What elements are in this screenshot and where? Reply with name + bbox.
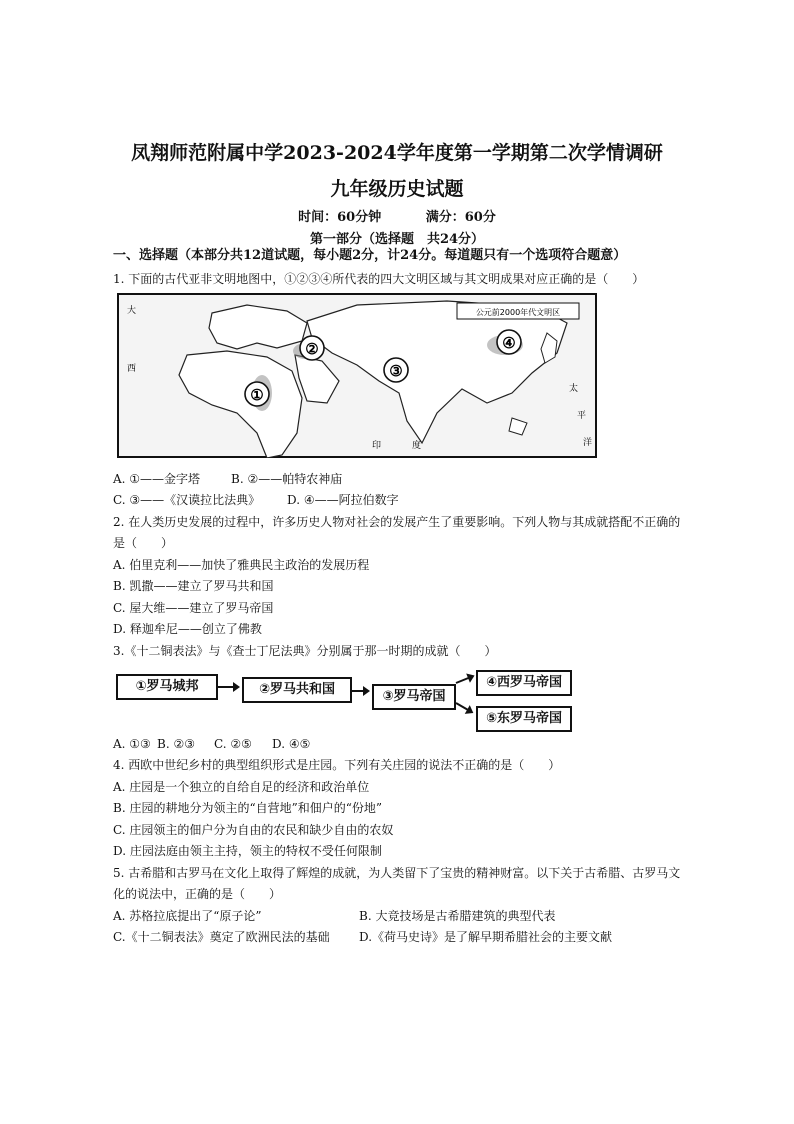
q2-option-a[interactable]: A. 伯里克利——加快了雅典民主政治的发展历程 <box>113 558 370 572</box>
q2-option-b[interactable]: B. 凯撒——建立了罗马共和国 <box>113 579 274 593</box>
q1-options-row1 <box>113 471 342 487</box>
map-label-du: 度 <box>412 441 422 451</box>
marker-3: ③ <box>389 362 403 380</box>
map-label-tai: 太 <box>569 384 579 394</box>
q5-option-a[interactable]: A. 苏格拉底提出了“原子论” <box>113 909 262 923</box>
map-label-xi: 西 <box>127 364 137 374</box>
q1-option-a[interactable]: A. ①——金字塔 <box>113 472 201 486</box>
exam-title: 九年级历史试题 <box>330 178 464 200</box>
q1-options-row2 <box>113 492 399 508</box>
flow-box-4: ④西罗马帝国 <box>476 670 572 696</box>
part-heading: 第一部分（选择题 共24分） <box>309 232 485 247</box>
flow-arrow-4 <box>456 702 473 713</box>
q4-stem: 4. 西欧中世纪乡村的典型组织形式是庄园。下列有关庄园的说法不正确的是（ ） <box>113 758 561 772</box>
q4-option-a[interactable]: A. 庄园是一个独立的自给自足的经济和政治单位 <box>113 780 370 794</box>
q5-option-b[interactable]: B. 大竞技场是古希腊建筑的典型代表 <box>359 909 556 923</box>
flow-arrow-3 <box>456 675 473 684</box>
q1-option-c[interactable]: C. ③——《汉谟拉比法典》 <box>113 493 261 507</box>
q4-option-d[interactable]: D. 庄园法庭由领主主持，领主的特权不受任何限制 <box>113 844 382 858</box>
q3-option-b[interactable]: B. ②③ <box>157 737 195 751</box>
flow-arrow-1 <box>218 686 238 688</box>
q4-option-c[interactable]: C. 庄园领主的佃户分为自由的农民和缺少自由的农奴 <box>113 823 394 837</box>
flow-box-2: ②罗马共和国 <box>242 677 352 703</box>
flow-box-3: ③罗马帝国 <box>372 684 456 710</box>
map-label-yang: 洋 <box>583 438 593 448</box>
q5-option-c[interactable]: C.《十二铜表法》奠定了欧洲民法的基础 <box>113 930 330 944</box>
marker-4: ④ <box>502 334 516 352</box>
q1-stem: 1. 下面的古代亚非文明地图中，①②③④所代表的四大文明区域与其文明成果对应正确的是（ ） <box>113 272 645 286</box>
exam-meta <box>0 206 794 225</box>
marker-2: ② <box>305 340 319 358</box>
q2-stem-line2: 是（ ） <box>113 536 174 550</box>
q5-options-row1 <box>113 908 555 924</box>
q2-stem-line1: 2. 在人类历史发展的过程中，许多历史人物对社会的发展产生了重要影响。下列人物与其成就搭配不正确的 <box>113 515 681 529</box>
q5-options-row2 <box>113 929 612 945</box>
flow-arrow-2 <box>352 690 368 692</box>
flow-box-1: ①罗马城邦 <box>116 674 218 700</box>
exam-time: 时间：60分钟 <box>298 210 382 225</box>
q2-option-d[interactable]: D. 释迦牟尼——创立了佛教 <box>113 622 262 636</box>
q3-option-c[interactable]: C. ②⑤ <box>214 737 252 751</box>
map-label-ping: 平 <box>577 411 587 421</box>
section-heading: 一、选择题（本部分共12道试题，每小题2分，计24分。每道题只有一个选项符合题意） <box>113 248 627 263</box>
q1-option-b[interactable]: B. ②——帕特农神庙 <box>231 472 343 486</box>
map-label-da: 大 <box>127 306 137 316</box>
q5-option-d[interactable]: D.《荷马史诗》是了解早期希腊社会的主要文献 <box>359 930 613 944</box>
exam-score: 满分：60分 <box>425 210 496 225</box>
q3-stem: 3.《十二铜表法》与《查士丁尼法典》分别属于那一时期的成就（ ） <box>113 644 497 658</box>
map-legend: 公元前2000年代文明区 <box>475 308 561 317</box>
q3-option-a[interactable]: A. ①③ <box>113 737 151 751</box>
map-label-yin: 印 <box>372 441 382 451</box>
q3-option-d[interactable]: D. ④⑤ <box>272 737 311 751</box>
flow-box-5: ⑤东罗马帝国 <box>476 706 572 732</box>
rome-flowchart <box>114 668 574 738</box>
school-title: 凤翔师范附属中学2023-2024学年度第一学期第二次学情调研 <box>131 142 663 164</box>
q1-option-d[interactable]: D. ④——阿拉伯数字 <box>287 493 399 507</box>
q3-options <box>113 736 310 752</box>
q5-stem-line2: 化的说法中，正确的是（ ） <box>113 887 282 901</box>
q2-option-c[interactable]: C. 屋大维——建立了罗马帝国 <box>113 601 274 615</box>
ancient-civilization-map <box>117 293 597 458</box>
q5-stem-line1: 5. 古希腊和古罗马在文化上取得了辉煌的成就，为人类留下了宝贵的精神财富。以下关于古希腊、古罗马文 <box>113 866 681 880</box>
marker-1: ① <box>250 386 264 404</box>
q4-option-b[interactable]: B. 庄园的耕地分为领主的“自营地”和佃户的“份地” <box>113 801 382 815</box>
